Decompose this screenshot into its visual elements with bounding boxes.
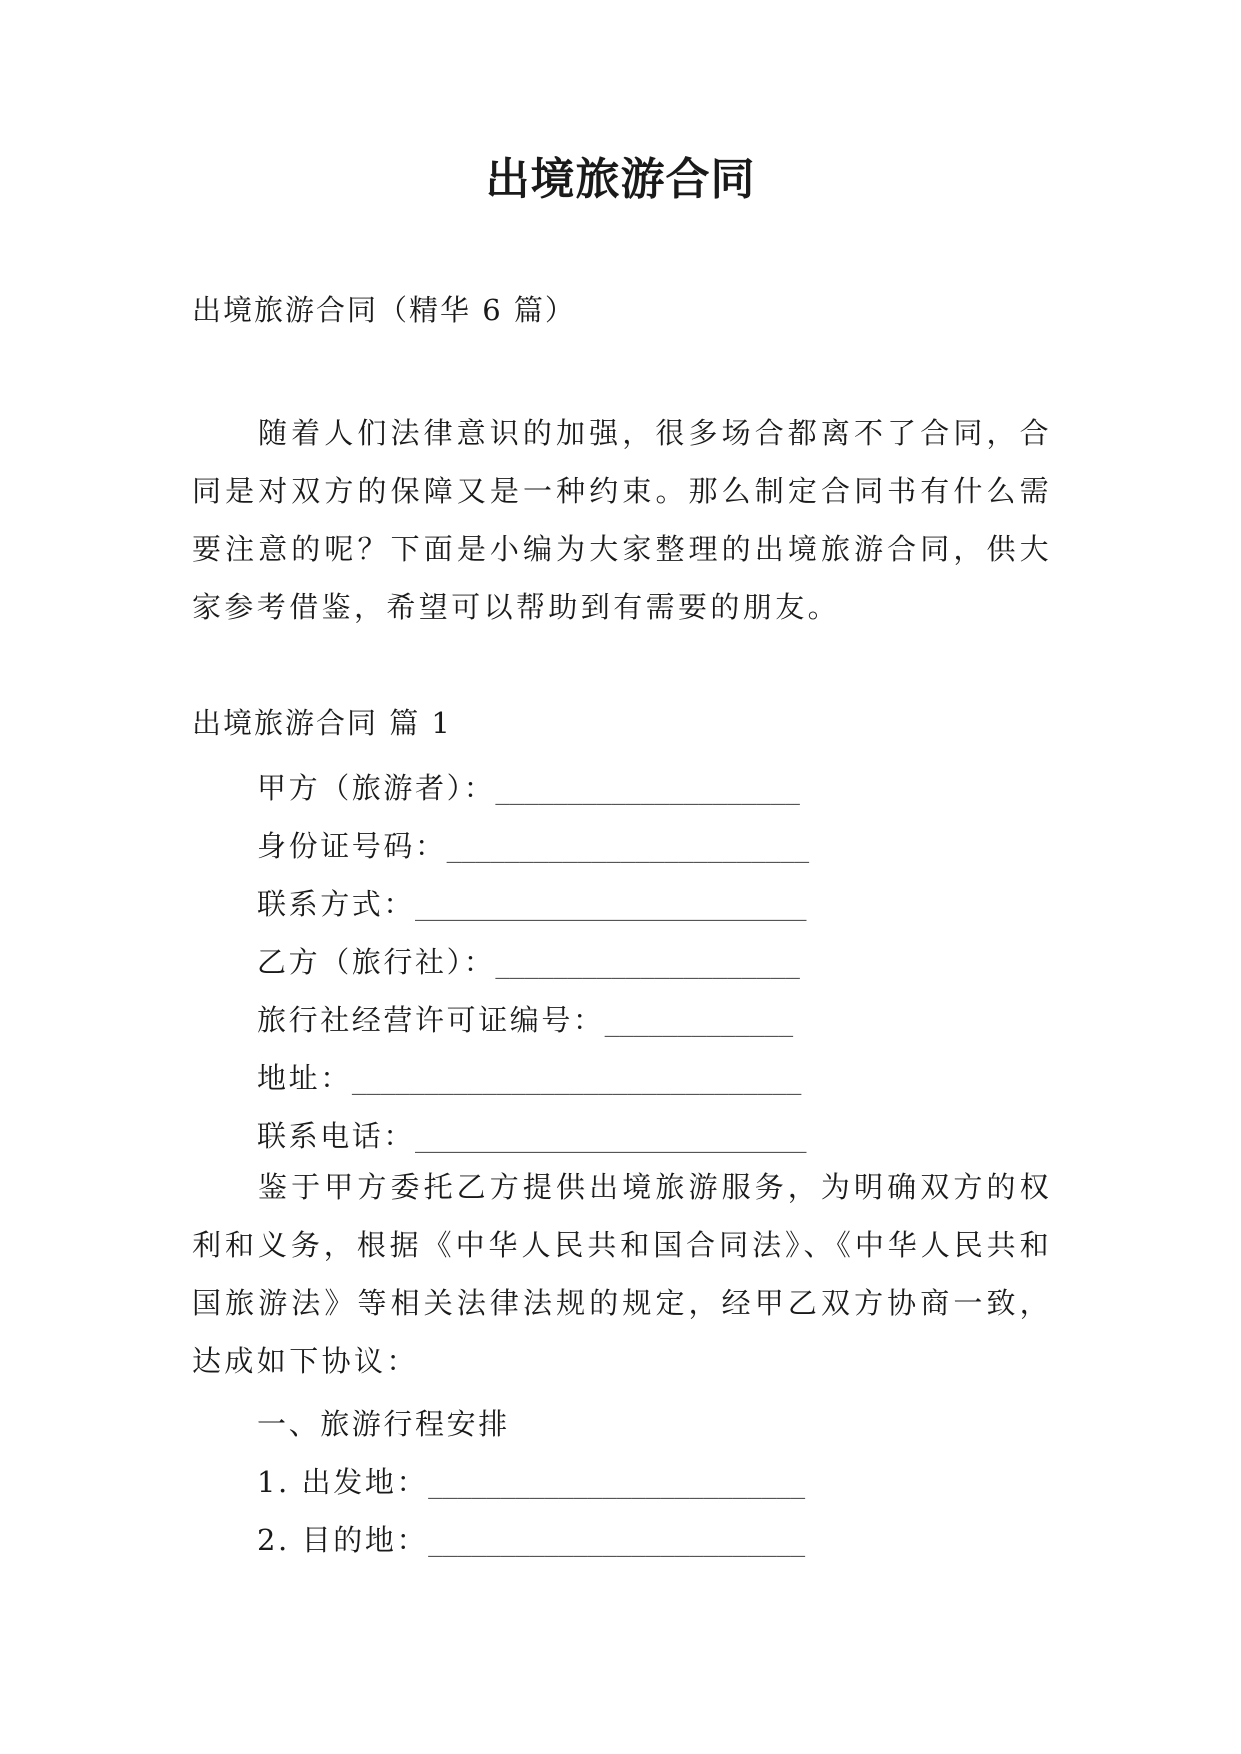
item-blank: __________________________ xyxy=(428,1465,806,1499)
field-blank: _______________________________ xyxy=(351,1061,802,1095)
field-label: 乙方（旅行社）： xyxy=(257,945,496,979)
phone-field xyxy=(257,1116,807,1156)
address-field xyxy=(257,1058,801,1098)
contact-method-field xyxy=(257,884,807,924)
departure-item xyxy=(257,1462,805,1502)
field-blank: _________________________ xyxy=(446,829,810,863)
document-title: 出境旅游合同 xyxy=(485,154,756,205)
field-label: 联系电话： xyxy=(257,1119,416,1153)
section-heading: 出境旅游合同 篇 1 xyxy=(192,706,452,740)
item-blank: __________________________ xyxy=(428,1523,806,1557)
destination-item xyxy=(257,1520,805,1560)
part-heading: 一、旅游行程安排 xyxy=(257,1407,510,1441)
field-label: 地址： xyxy=(257,1061,352,1095)
field-blank: ___________________________ xyxy=(415,887,807,921)
field-label: 旅行社经营许可证编号： xyxy=(257,1003,605,1037)
agreement-clause: 鉴于甲方委托乙方提供出境旅游服务，为明确双方的权利和义务，根据《中华人民共和国合同法》、《中华人民共和国旅游法》等相关法律法规的规定，经甲乙双方协商一致，达成如下协议： xyxy=(192,1170,1052,1378)
field-blank: _____________________ xyxy=(495,771,800,805)
field-label: 联系方式： xyxy=(257,887,416,921)
party-b-field xyxy=(257,942,800,982)
field-label: 身份证号码： xyxy=(257,829,447,863)
party-a-field xyxy=(257,768,800,808)
field-blank: ___________________________ xyxy=(415,1119,807,1153)
item-label: 2. 目的地： xyxy=(257,1523,429,1557)
document-subtitle: 出境旅游合同（精华 6 篇） xyxy=(192,293,576,327)
field-blank: _____________ xyxy=(604,1003,794,1037)
field-blank: _____________________ xyxy=(495,945,800,979)
intro-paragraph: 随着人们法律意识的加强，很多场合都离不了合同，合同是对双方的保障又是一种约束。那么制定合同书有什么需要注意的呢？下面是小编为大家整理的出境旅游合同，供大家参考借鉴，希望可以帮助到有需要的朋友。 xyxy=(192,416,1052,624)
field-label: 甲方（旅游者）： xyxy=(257,771,496,805)
license-number-field xyxy=(257,1000,793,1040)
item-label: 1. 出发地： xyxy=(257,1465,429,1499)
id-number-field xyxy=(257,826,809,866)
